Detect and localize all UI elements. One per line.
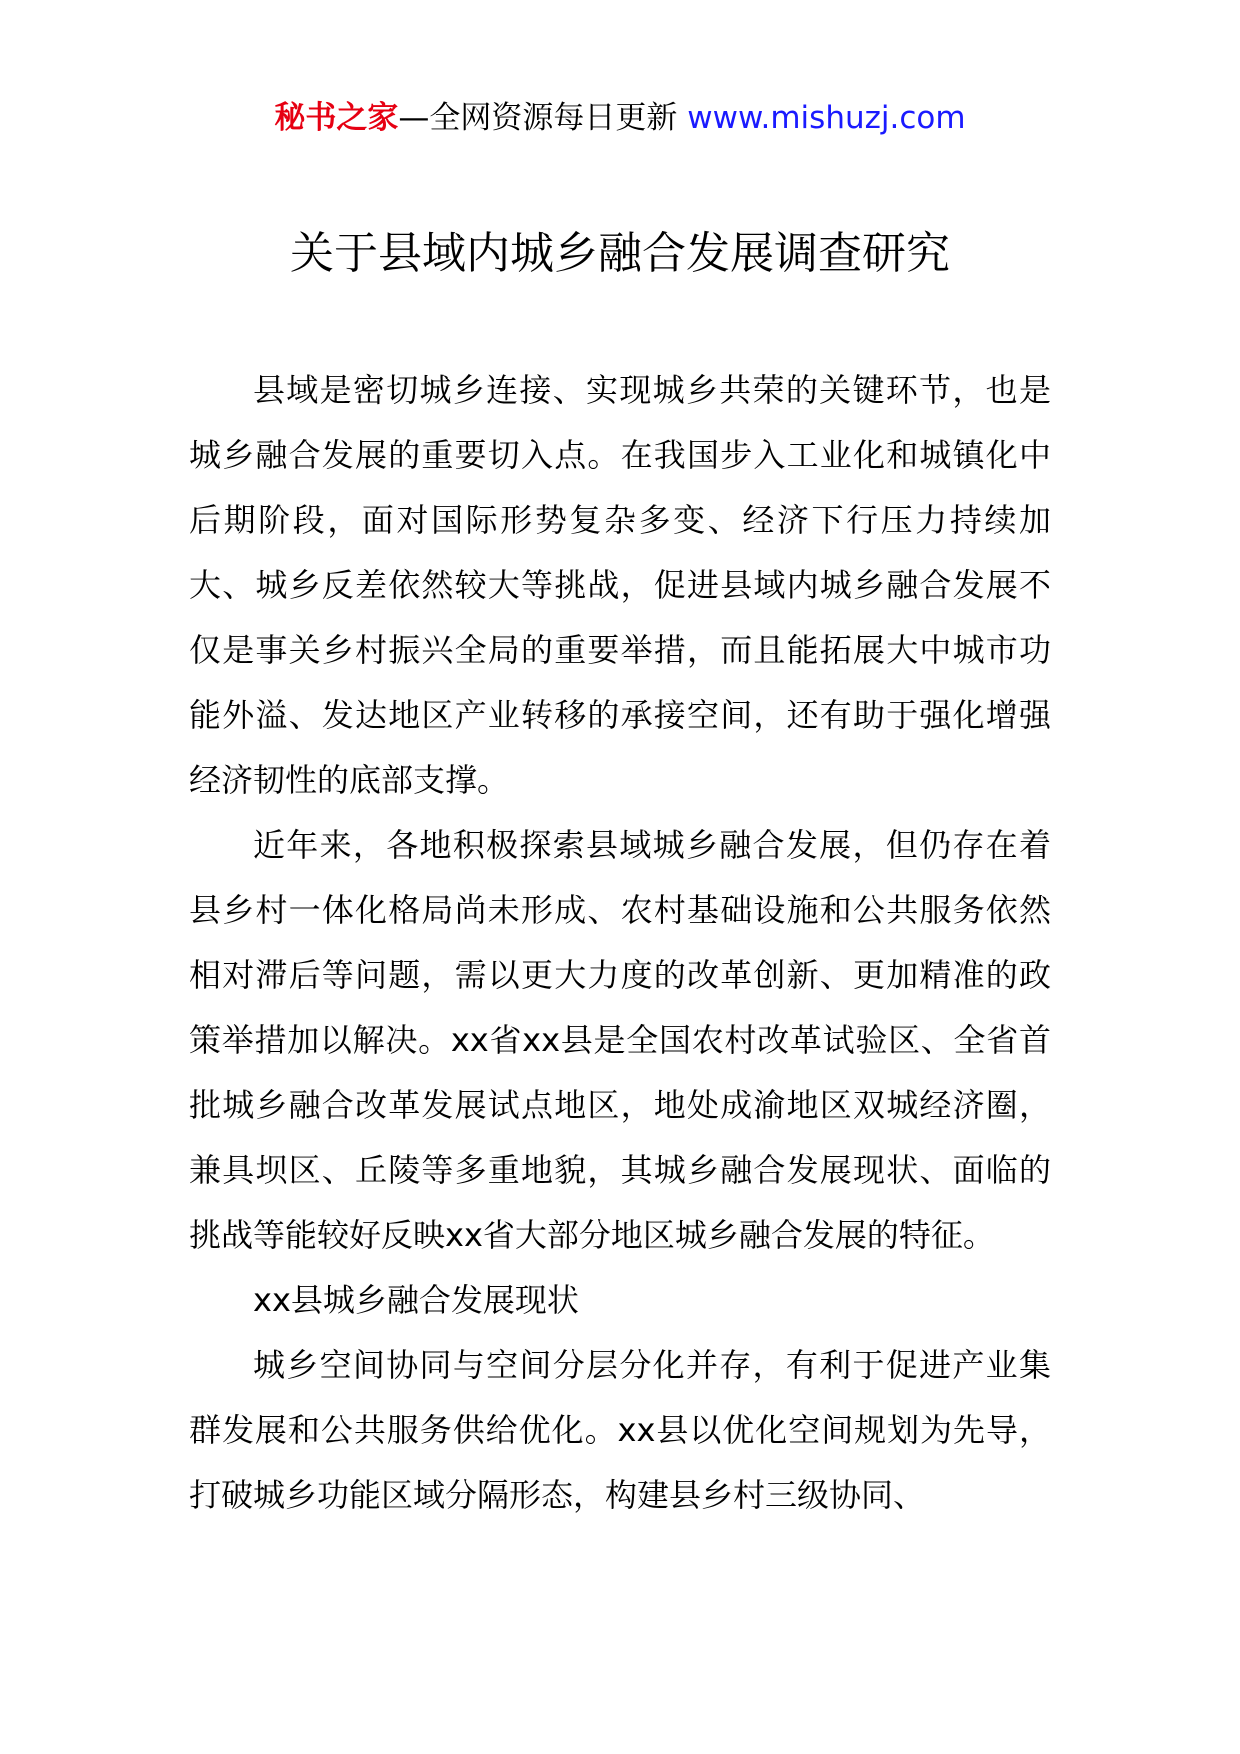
site-url-link[interactable]: www.mishuzj.com: [687, 100, 966, 136]
brand-name: 秘书之家: [274, 100, 399, 136]
header-tagline: —全网资源每日更新: [398, 100, 678, 136]
document-body: [189, 358, 1051, 1528]
paragraph-section: 城乡空间协同与空间分层分化并存，有利于促进产业集群发展和公共服务供给优化。xx县以优化空间规划为先导，打破城乡功能区域分隔形态，构建县乡村三级协同、: [189, 1346, 1051, 1514]
section-heading: xx县城乡融合发展现状: [253, 1281, 579, 1319]
paragraph-background: 近年来，各地积极探索县域城乡融合发展，但仍存在着县乡村一体化格局尚未形成、农村基础设施和公共服务依然相对滞后等问题，需以更大力度的改革创新、更加精准的政策举措加以解决。xx省xx县是全国农村改革试验区、全省首批城乡融合改革发展试点地区，地处成渝地区双城经济圈，兼具坝区、丘陵等多重地貌，其城乡融合发展现状、面临的挑战等能较好反映xx省大部分地区城乡融合发展的特征。: [189, 826, 1051, 1254]
paragraph-intro: 县域是密切城乡连接、实现城乡共荣的关键环节，也是城乡融合发展的重要切入点。在我国步入工业化和城镇化中后期阶段，面对国际形势复杂多变、经济下行压力持续加大、城乡反差依然较大等挑战，促进县域内城乡融合发展不仅是事关乡村振兴全局的重要举措，而且能拓展大中城市功能外溢、发达地区产业转移的承接空间，还有助于强化增强经济韧性的底部支撑。: [189, 371, 1051, 799]
site-header: [0, 98, 1240, 138]
document-title: 关于县域内城乡融合发展调查研究: [290, 228, 950, 279]
